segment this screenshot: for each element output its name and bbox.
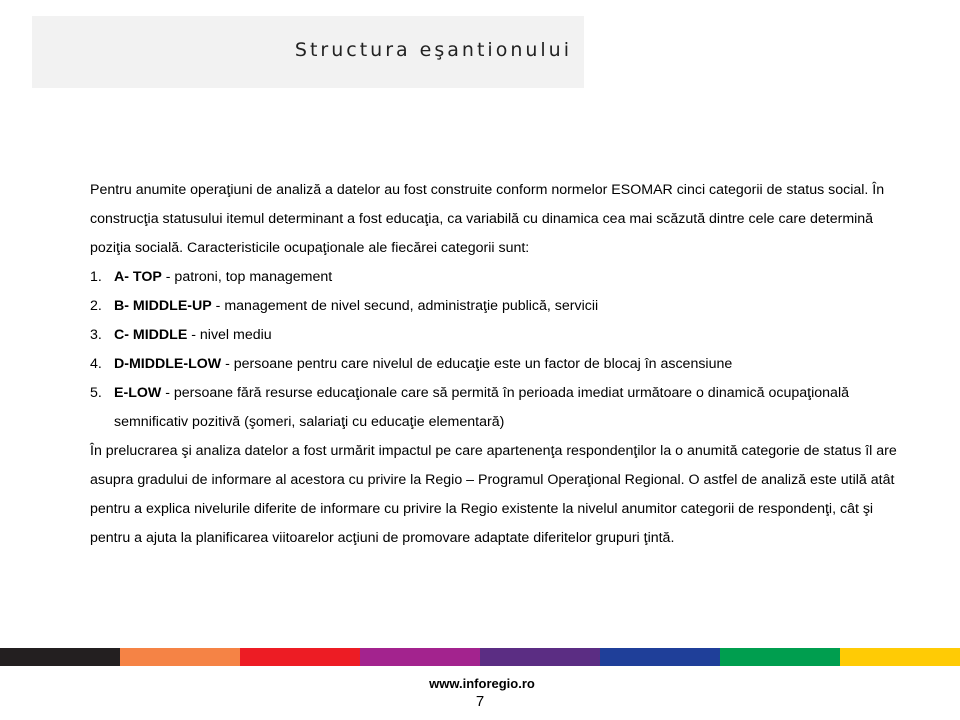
page-number: 7 <box>475 693 485 710</box>
list-item <box>90 321 905 350</box>
color-stripe <box>0 648 960 666</box>
category-desc: - management de nivel secund, administraţie publică, servicii <box>211 298 599 314</box>
content <box>90 176 905 553</box>
list-number: 2. <box>90 298 102 314</box>
list-number: 1. <box>90 269 102 285</box>
category-desc: - persoane fără resurse educaţionale care să permită în perioada imediat următoare o dinamică ocupaţională semnificativ pozitivă (şomeri, salariaţi cu educaţie elementară) <box>114 385 849 430</box>
stripe-segment <box>480 648 600 666</box>
website-link[interactable]: www.inforegio.ro <box>429 676 535 691</box>
title-box <box>32 16 584 88</box>
stripe-segment <box>840 648 960 666</box>
stripe-segment <box>600 648 720 666</box>
list-item <box>90 379 905 437</box>
category-code: E-LOW <box>114 385 162 401</box>
intro-paragraph: Pentru anumite operaţiuni de analiză a datelor au fost construite conform normelor ESOMAR cinci categorii de status social. În construcţia statusului itemul determinant a fost educaţia, ca variabilă cu dinamica cea mai scăzută dintre cele care determină poziţia socială. Caracteristicile ocupaţionale ale fiecărei categorii sunt: <box>90 182 885 256</box>
page-title: Structura eşantionului <box>294 39 572 61</box>
stripe-segment <box>720 648 840 666</box>
stripe-segment <box>0 648 120 666</box>
category-desc: - persoane pentru care nivelul de educaţie este un factor de blocaj în ascensiune <box>221 356 733 372</box>
list-item <box>90 263 905 292</box>
category-code: B- MIDDLE-UP <box>114 298 212 314</box>
list-number: 5. <box>90 385 102 401</box>
category-desc: - nivel mediu <box>187 327 272 343</box>
list-item <box>90 292 905 321</box>
category-code: D-MIDDLE-LOW <box>114 356 222 372</box>
stripe-segment <box>240 648 360 666</box>
stripe-segment <box>360 648 480 666</box>
stripe-segment <box>120 648 240 666</box>
category-desc: - patroni, top management <box>161 269 333 285</box>
category-code: C- MIDDLE <box>114 327 188 343</box>
list-number: 4. <box>90 356 102 372</box>
list-item <box>90 350 905 379</box>
list-number: 3. <box>90 327 102 343</box>
conclusion-paragraph: În prelucrarea şi analiza datelor a fost urmărit impactul pe care apartenenţa respondenţilor la o anumită categorie de status îl are asupra gradului de informare al acestora cu privire la Regio – Programul Operaţional Regional. O astfel de analiză este utilă atât pentru a explica nivelurile diferite de informare cu privire la Regio existente la nivelul anumitor categorii de respondenţi, cât şi pentru a ajuta la planificarea viitoarelor acţiuni de promovare adaptate diferitelor grupuri ţintă. <box>90 443 897 546</box>
category-code: A- TOP <box>114 269 162 285</box>
